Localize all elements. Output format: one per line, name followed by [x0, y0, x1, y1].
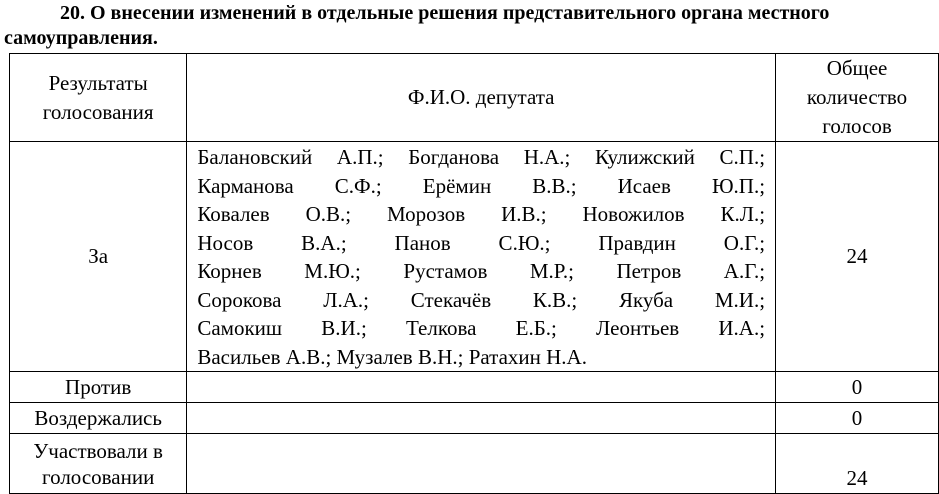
- deputy-list-abstained: [187, 403, 776, 434]
- total-against: 0: [776, 372, 939, 403]
- result-label-abstained: Воздержались: [10, 403, 187, 434]
- deputy-line: Балановский А.П.; Богданова Н.А.; Кулижский С.П.;: [197, 145, 766, 169]
- deputy-list-against: [187, 372, 776, 403]
- table-header-row: [10, 54, 939, 142]
- header-total-votes: Общее количество голосов: [776, 54, 939, 142]
- deputy-line: Ковалев О.В.; Морозов И.В.; Новожилов К.Л.;: [197, 202, 766, 226]
- header-results: Результаты голосования: [10, 54, 187, 142]
- table-row-participated: [10, 434, 939, 494]
- deputy-line: Самокиш В.И.; Телкова Е.Б.; Леонтьев И.А.;: [197, 316, 766, 340]
- table-row-abstained: [10, 403, 939, 434]
- deputy-list-for: [187, 142, 776, 372]
- deputy-line: Карманова С.Ф.; Ерёмин В.В.; Исаев Ю.П.;: [197, 173, 766, 198]
- total-abstained: 0: [776, 403, 939, 434]
- decision-heading: 20. О внесении изменений в отдельные решения представительного органа местного самоуправления.: [4, 2, 830, 49]
- deputy-list-participated: [187, 434, 776, 494]
- table-row-for: [10, 142, 939, 372]
- total-for: 24: [776, 142, 939, 372]
- deputy-line: Корнев М.Ю.; Рустамов М.Р.; Петров А.Г.;: [197, 259, 766, 283]
- deputy-line: Носов В.А.; Панов С.Ю.; Правдин О.Г.;: [197, 230, 766, 255]
- table-row-against: [10, 372, 939, 403]
- total-participated: 24: [776, 434, 939, 494]
- result-label-for: За: [10, 142, 187, 372]
- header-deputy-name: Ф.И.О. депутата: [187, 54, 776, 142]
- result-label-participated: Участвовали в голосовании: [10, 434, 187, 494]
- deputy-line: Васильев А.В.; Музалев В.Н.; Ратахин Н.А.: [197, 344, 587, 369]
- voting-results-table: [9, 53, 939, 494]
- deputy-line: Сорокова Л.А.; Стекачёв К.В.; Якуба М.И.;: [197, 287, 766, 312]
- result-label-against: Против: [10, 372, 187, 403]
